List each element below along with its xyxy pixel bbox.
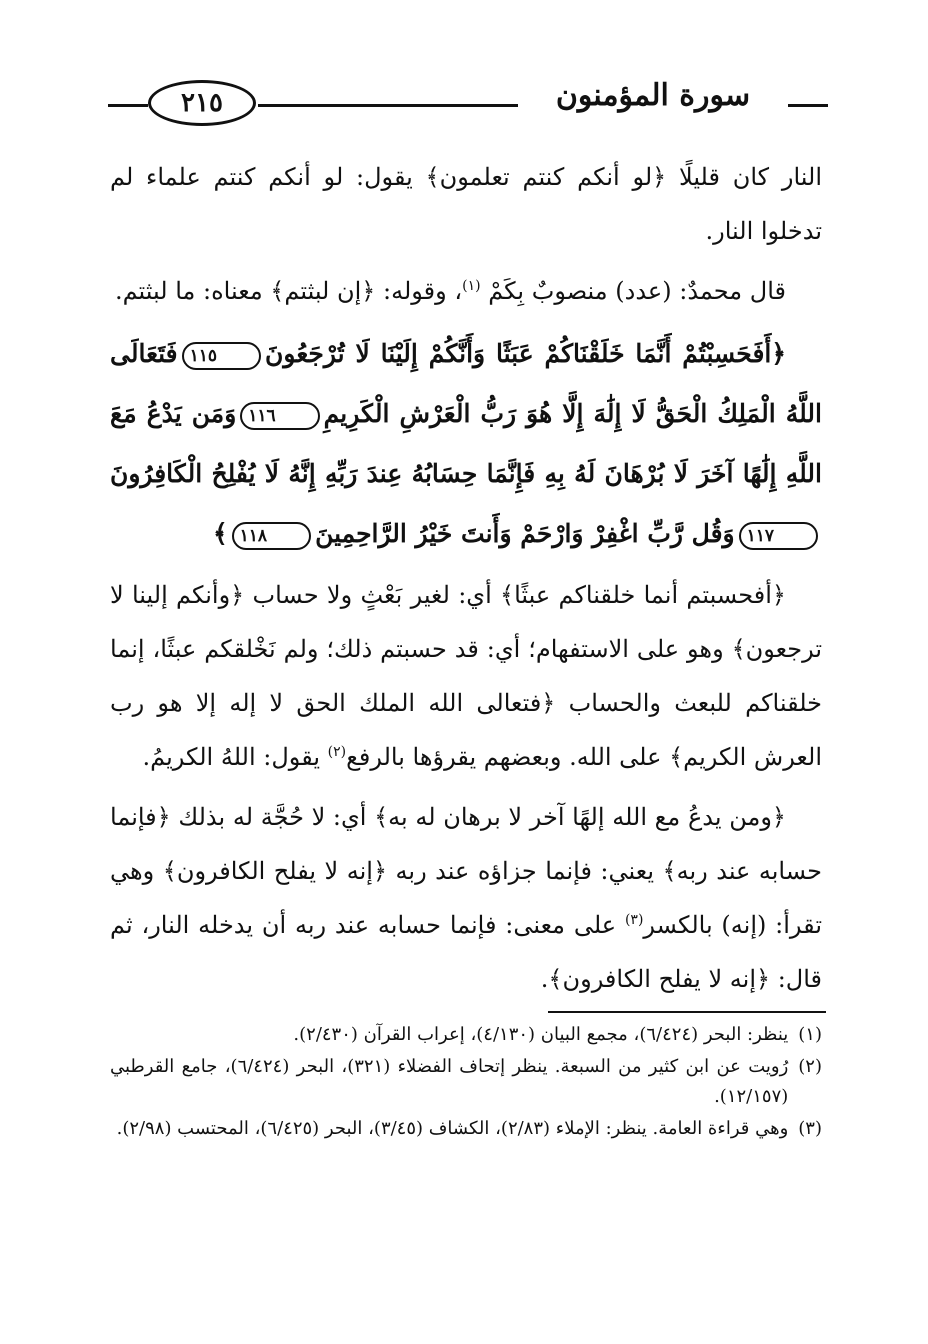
ayah-number-116: ١١٦: [240, 402, 319, 430]
quran-verses: [110, 324, 822, 564]
paragraph-4-text-b: على معنى: فإنما حسابه عند ربه أن يدخله النار، ثم قال: ﴿إنه لا يفلح الكافرون﴾.: [110, 911, 822, 993]
header-rule-right: [788, 104, 828, 107]
footnote-1: [110, 1020, 822, 1050]
verse-116: فَتَعَالَى اللَّهُ الْمَلِكُ الْحَقُّ لَا إِلَٰهَ إِلَّا هُوَ رَبُّ الْعَرْشِ الْكَرِيمِ: [110, 339, 822, 428]
verse-115: أَفَحَسِبْتُمْ أَنَّمَا خَلَقْنَاكُمْ عَبَثًا وَأَنَّكُمْ إِلَيْنَا لَا تُرْجَعُونَ: [265, 339, 772, 368]
main-text: [110, 150, 822, 1012]
page-header: [108, 80, 828, 126]
paragraph-2-text-a: قال محمدٌ: (عدد) منصوبٌ بِكَمْ: [488, 277, 786, 305]
verse-117: وَمَن يَدْعُ مَعَ اللَّهِ إِلَٰهًا آخَرَ لَا بُرْهَانَ لَهُ بِهِ فَإِنَّمَا حِسَابُهُ عِندَ رَبِّهِ إِنَّهُ لَا يُفْلِحُ الْكَافِرُونَ: [110, 399, 822, 488]
footnote-3: [110, 1114, 822, 1144]
verse-118: وَقُل رَّبِّ اغْفِرْ وَارْحَمْ وَأَنتَ خَيْرُ الرَّاحِمِينَ: [315, 519, 735, 548]
paragraph-2: [110, 264, 822, 318]
footnote-number: (٣): [798, 1118, 822, 1139]
footnotes: [110, 1020, 822, 1146]
footnote-number: (٢): [798, 1056, 822, 1077]
footnote-number: (١): [798, 1024, 822, 1045]
footnote-text: ينظر: البحر (٦/٤٢٤)، مجمع البيان (٤/١٣٠)، إعراب القرآن (٢/٤٣٠).: [293, 1024, 789, 1045]
quran-close-bracket: ﴾: [213, 519, 228, 548]
page-number: ٢١٥: [148, 80, 256, 126]
paragraph-4-text-a: ﴿ومن يدعُ مع الله إلهًا آخر لا برهان له به﴾ أي: لا حُجَّة له بذلك ﴿فإنما حسابه عند ربه﴾ يعني: فإنما جزاؤه عند ربه ﴿إنه لا يفلح الكافرون﴾ وهي تقرأ: (إنه) بالكسر: [110, 803, 822, 939]
footnote-ref-3: (٣): [624, 912, 644, 928]
surah-title: سورة المؤمنون: [555, 78, 751, 113]
paragraph-4: [110, 790, 822, 1006]
paragraph-3-text-b: يقول: اللهُ الكريمُ.: [142, 743, 328, 771]
quran-open-bracket: ﴿: [771, 339, 786, 368]
paragraph-2-text-b: ، وقوله: ﴿إن لبثتم﴾ معناه: ما لبثتم.: [114, 277, 463, 305]
footnote-ref-2: (٢): [327, 744, 347, 760]
footnote-separator: [548, 1011, 826, 1013]
footnote-ref-1: (١): [462, 278, 481, 294]
footnote-text: وهي قراءة العامة. ينظر: الإملاء (٢/٨٣)، الكشاف (٣/٤٥)، البحر (٦/٤٢٥)، المحتسب (٢/٩٨).: [116, 1118, 789, 1139]
paragraph-1: النار كان قليلًا ﴿لو أنكم كنتم تعلمون﴾ يقول: لو أنكم كنتم علماء لم تدخلوا النار.: [110, 163, 822, 245]
footnote-text: رُويت عن ابن كثير من السبعة. ينظر إتحاف الفضلاء (٣٢١)، البحر (٦/٤٢٤)، جامع القرطبي (١٢/١٥٧).: [110, 1056, 789, 1107]
paragraph-3: [110, 568, 822, 784]
ayah-number-115: ١١٥: [182, 342, 261, 370]
footnote-2: [110, 1052, 822, 1112]
header-rule-left: [108, 104, 148, 107]
ayah-number-118: ١١٨: [232, 522, 311, 550]
header-rule-middle: [258, 104, 518, 107]
ayah-number-117: ١١٧: [739, 522, 818, 550]
paragraph-3-text-a: ﴿أفحسبتم أنما خلقناكم عبثًا﴾ أي: لغير بَعْثٍ ولا حساب ﴿وأنكم إلينا لا ترجعون﴾ وهو على الاستفهام؛ أي: قد حسبتم ذلك؛ ولم نَخْلقكم عبثًا، إنما خلقناكم للبعث والحساب ﴿فتعالى الله الملك الحق لا إله إلا هو رب العرش الكريم﴾ على الله. وبعضهم يقرؤها بالرفع: [110, 581, 822, 771]
